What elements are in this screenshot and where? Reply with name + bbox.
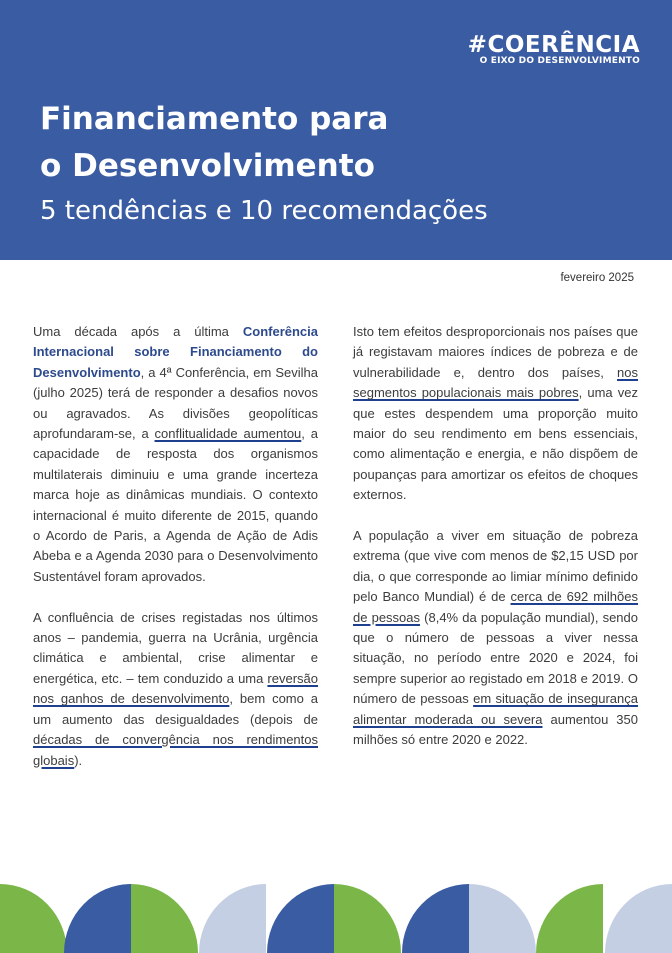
green-quarter-shape [536, 884, 603, 953]
conference-name: Conferência Internacional sobre Financiamento do Desenvolvimento [33, 324, 318, 380]
light-blue-quarter-shape [199, 884, 266, 953]
green-quarter-shape [0, 884, 67, 953]
header-banner [0, 0, 672, 260]
green-quarter-shape [131, 884, 198, 953]
page-subtitle: 5 tendências e 10 recomendações [40, 196, 488, 226]
link-692-milhoes[interactable]: cerca de 692 milhões de pessoas [353, 589, 638, 625]
blue-quarter-shape [64, 884, 131, 953]
title-line-2: o Desenvolvimento [40, 148, 375, 184]
green-quarter-shape [334, 884, 401, 953]
link-segmentos-pobres[interactable]: nos segmentos populacionais mais pobres [353, 364, 638, 401]
link-conflitualidade[interactable]: conflitualidade aumentou [154, 426, 302, 442]
left-column [33, 322, 318, 791]
paragraph: Isto tem efeitos desproporcionais nos países que já registavam maiores índices de pobreza e de vulnerabilidade e, dentro dos países, nos segmentos populacionais mais pobres, uma vez que estes despendem uma proporção muito maior do seu rendimento em bens essenciais, como alimentação e energia, e não dispõem de poupanças para amortizar os efeitos de choques externos. [353, 324, 638, 503]
page-title [40, 96, 388, 190]
blue-quarter-shape [402, 884, 469, 953]
light-blue-quarter-shape [469, 884, 536, 953]
logo-tagline: O EIXO DO DESENVOLVIMENTO [479, 56, 640, 66]
paragraph: Uma década após a última Conferência Internacional sobre Financiamento do Desenvolvimento, a 4ª Conferência, em Sevilha (julho 2025) terá de responder a desafios novos ou agravados. As divisões geopolíticas aprofundaram-se, a conflitualidade aumentou, a capacidade de resposta dos organismos multilaterais diminuiu e uma grande incerteza marca hoje as dinâmicas mundiais. O contexto internacional é muito diferente de 2015, quando o Acordo de Paris, a Agenda de Ação de Adis Abeba e a Agenda 2030 para o Desenvolvimento Sustentável foram aprovados. [33, 324, 318, 584]
link-decadas-convergencia[interactable]: décadas de convergência nos rendimentos globais [33, 732, 318, 768]
link-inseguranca-alimentar[interactable]: em situação de insegurança alimentar moderada ou severa [353, 691, 638, 727]
title-line-1: Financiamento para [40, 101, 389, 137]
blue-quarter-shape [267, 884, 334, 953]
light-blue-quarter-shape [605, 884, 672, 953]
link-reversao-ganhos[interactable]: reversão nos ganhos de desenvolvimento [33, 670, 318, 707]
footer-decoration [0, 884, 672, 953]
publication-date: fevereiro 2025 [560, 272, 634, 284]
right-column [353, 322, 638, 771]
coerencia-logo: #COERÊNCIA [467, 32, 640, 58]
paragraph: A população a viver em situação de pobreza extrema (que vive com menos de $2,15 USD por dia, o que corresponde ao limiar mínimo definido pelo Banco Mundial) é de cerca de 692 milhões de pessoas (8,4% da população mundial), sendo que o número de pessoas a viver nessa situação, no período entre 2020 e 2024, foi sempre superior ao registado em 2018 e 2019. O número de pessoas em situação de insegurança alimentar moderada ou severa aumentou 350 milhões só entre 2020 e 2022. [353, 528, 638, 748]
paragraph: A confluência de crises registadas nos últimos anos – pandemia, guerra na Ucrânia, urgência climática e ambiental, crise alimentar e energética, etc. – tem conduzido a uma reversão nos ganhos de desenvolvimento, bem como a um aumento das desigualdades (depois de décadas de convergência nos rendimentos globais). [33, 609, 318, 768]
